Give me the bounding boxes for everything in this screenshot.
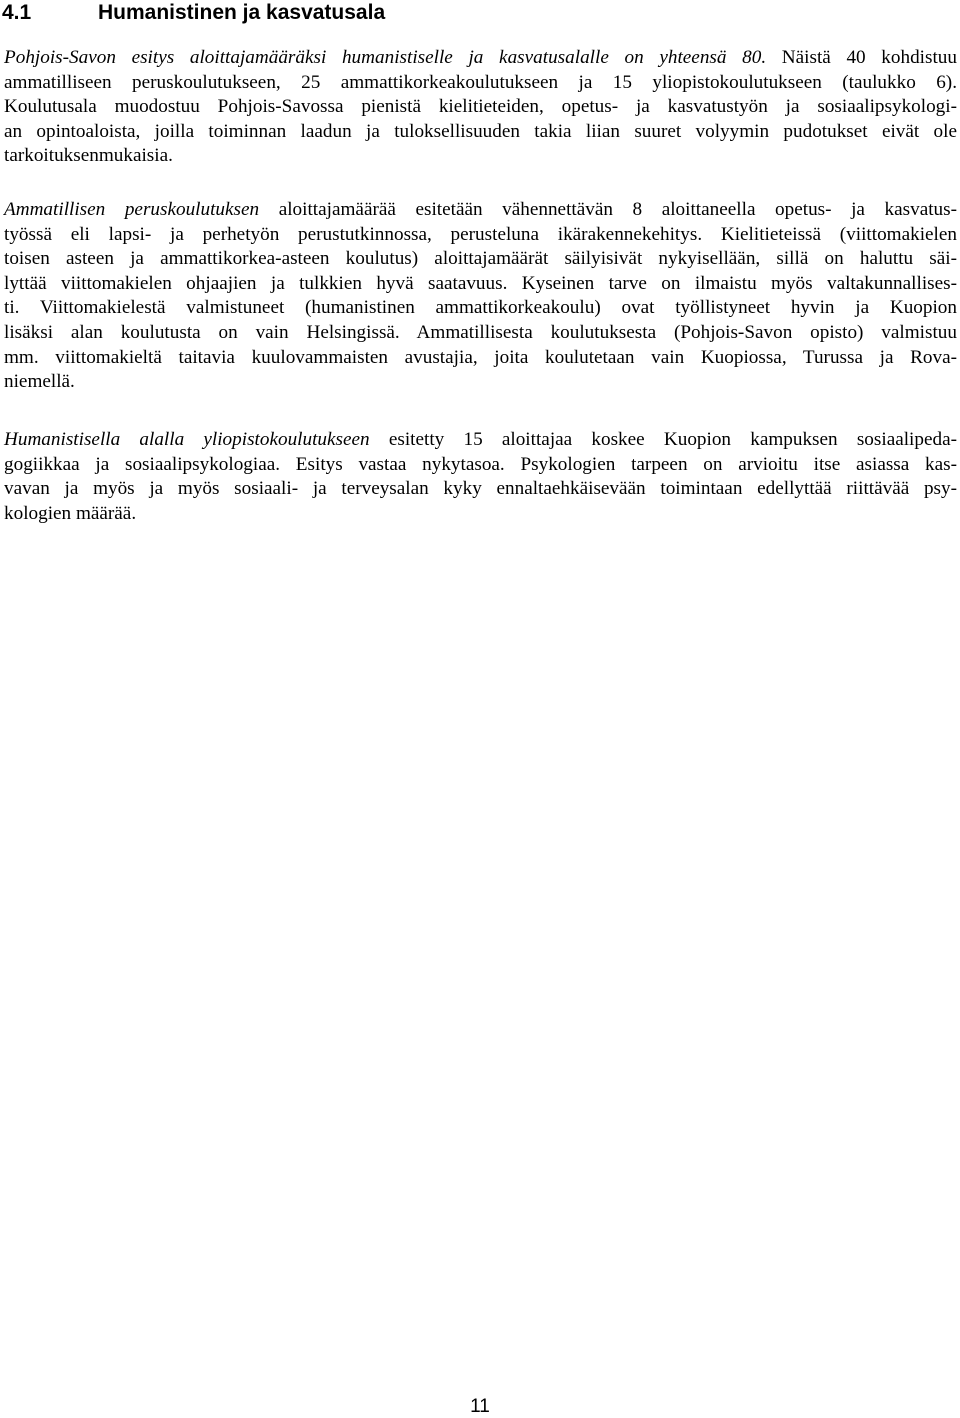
paragraph-line: toisen asteen ja ammattikorkea-asteen koulutus) aloittajamäärät säilyisivät nykyisellään, sillä on haluttu säi-	[4, 248, 957, 270]
paragraph-line: kologien määrää.	[4, 502, 137, 524]
section-number: 4.1	[2, 1, 32, 24]
paragraph-line: mm. viittomakieltä taitavia kuulovammaisten avustajia, joita koulutetaan vain Kuopiossa, Turussa ja Rova-	[4, 346, 957, 368]
paragraph-overview	[4, 46, 957, 169]
italic-phrase: Ammatillisen peruskoulutuksen	[4, 199, 260, 220]
page-number: 11	[470, 1396, 490, 1417]
paragraph-line: gogiikkaa ja sosiaalipsykologiaa. Esitys vastaa nykytasoa. Psykologien tarpeen on arvioitu itse asiassa kas-	[4, 453, 957, 475]
paragraph-line: ammatilliseen peruskoulutukseen, 25 ammattikorkeakoulutukseen ja 15 yliopistokoulutukseen (taulukko 6).	[4, 71, 957, 93]
italic-phrase: Pohjois-Savon esitys aloittajamääräksi humanistiselle ja kasvatusalalle on yhteensä 80.	[4, 47, 767, 68]
paragraph-line: lyttää viittomakielen ohjaajien ja tulkkien hyvä saatavuus. Kyseinen tarve on ilmaistu myös valtakunnallises-	[4, 272, 957, 294]
paragraph-university	[4, 428, 957, 526]
paragraph-line: vavan ja myös ja myös sosiaali- ja terveysalan kyky ennaltaehkäisevään toimintaan edellyttää riittävää psy-	[4, 478, 957, 500]
paragraph-line: tarkoituksenmukaisia.	[4, 145, 173, 167]
paragraph-line: niemellä.	[4, 371, 75, 393]
section-title: Humanistinen ja kasvatusala	[98, 1, 386, 24]
paragraph-line: lisäksi alan koulutusta on vain Helsingissä. Ammatillisesta koulutuksesta (Pohjois-Savon opisto) valmistuu	[4, 321, 957, 343]
section-heading	[2, 0, 385, 26]
paragraph-line: ti. Viittomakielestä valmistuneet (humanistinen ammattikorkeakoulu) ovat työllistyneet hyvin ja Kuopion	[4, 297, 957, 319]
paragraph-line: Humanistisella alalla yliopistokoulutukseen esitetty 15 aloittajaa koskee Kuopion kampuksen sosiaalipeda-	[4, 429, 957, 450]
paragraph-line: an opintoaloista, joilla toiminnan laadun ja tuloksellisuuden takia liian suuret volyymin pudotukset eivät ole	[4, 120, 957, 142]
paragraph-line: Pohjois-Savon esitys aloittajamääräksi humanistiselle ja kasvatusalalle on yhteensä 80. Näistä 40 kohdistuu	[4, 47, 957, 68]
paragraph-line: Ammatillisen peruskoulutuksen aloittajamäärää esitetään vähennettävän 8 aloittaneella opetus- ja kasvatus-	[4, 199, 957, 220]
paragraph-vocational	[4, 198, 957, 395]
paragraph-line: Koulutusala muodostuu Pohjois-Savossa pienistä kielitieteiden, opetus- ja kasvatustyön ja sosiaalipsykologi-	[4, 96, 957, 118]
italic-phrase: Humanistisella alalla yliopistokoulutukseen	[4, 429, 370, 450]
paragraph-line: työssä eli lapsi- ja perhetyön perustutkinnossa, perusteluna ikärakennekehitys. Kielitieteissä (viittomakielen	[4, 223, 957, 245]
